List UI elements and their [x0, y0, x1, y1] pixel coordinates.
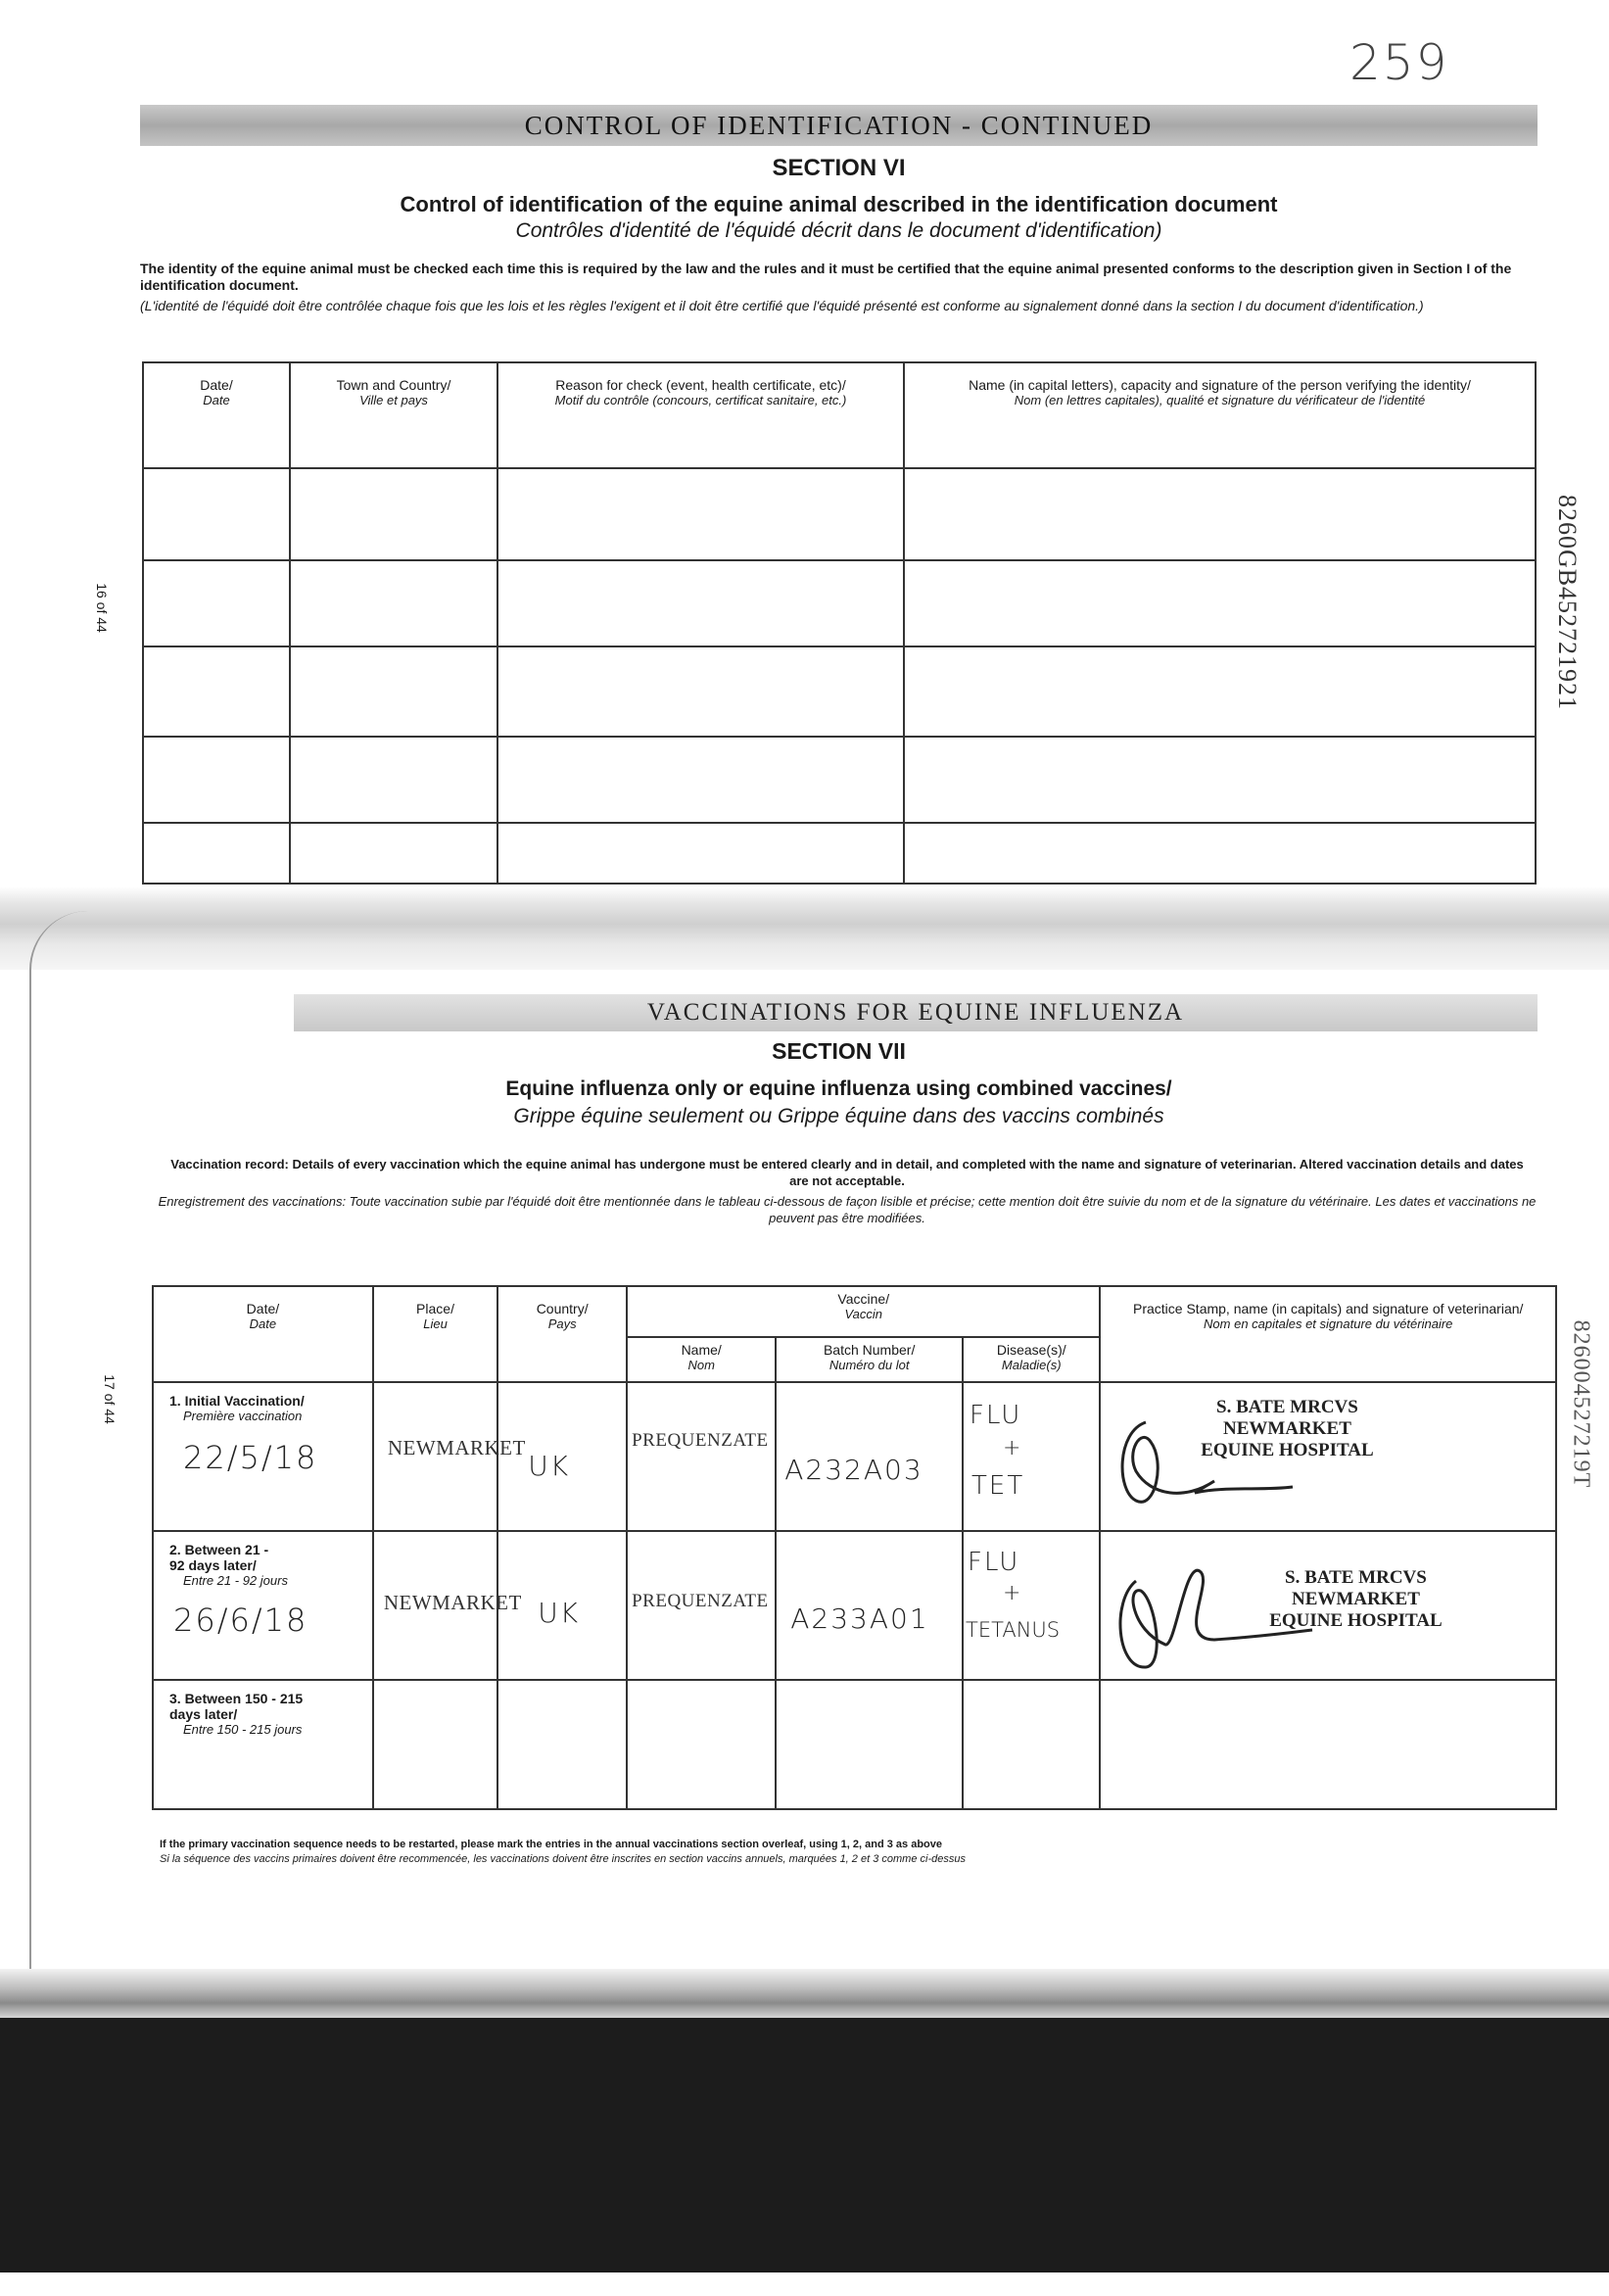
identity-row [143, 737, 1536, 823]
row1-disease-1: FLU [970, 1401, 1022, 1430]
col-town-header: Town and Country/ Ville et pays [290, 362, 497, 468]
vaccination-row-2 [153, 1531, 1556, 1680]
row2-place: NEWMARKET [383, 1591, 522, 1614]
vaccination-row-1 [153, 1382, 1556, 1531]
row3-date-cell: 3. Between 150 - 215 days later/ Entre 150 - 215 jours [153, 1680, 373, 1809]
row2-country-cell [497, 1531, 627, 1680]
identity-row [143, 468, 1536, 560]
row2-stamp: S. BATE MRCVS NEWMARKET EQUINE HOSPITAL [1269, 1567, 1443, 1631]
row1-stamp-cell [1100, 1382, 1556, 1531]
col-verifier-header: Name (in capital letters), capacity and signature of the person verifying the identity/ Nom (en lettres capitales), qualité et signature du vérificateur de l'identité [904, 362, 1536, 468]
row1-date: 22/5/18 [183, 1439, 318, 1476]
vaccination-table [152, 1285, 1557, 1810]
identity-check-table [142, 361, 1537, 885]
section7-note-fr: Enregistrement des vaccinations: Toute vaccination subie par l'équidé doit être mentionnée dans le tableau ci-dessous de façon lisible et précise; cette mention doit être suivie du nom et de la signature du vétérinaire. Les dates et vaccinations ne peuvent pas être modifiées. [158, 1194, 1537, 1225]
row1-disease-3: TET [971, 1471, 1025, 1501]
row1-batch-cell [776, 1382, 963, 1531]
row2-stamp-cell [1100, 1531, 1556, 1680]
row2-vaccine: PREQUENZATE [632, 1591, 769, 1611]
row1-country: UK [528, 1450, 571, 1482]
row2-country: UK [538, 1597, 581, 1629]
row2-vaccine-cell [627, 1531, 776, 1680]
row1-date-cell: 1. Initial Vaccination/ Première vaccination 22/5/18 [153, 1382, 373, 1531]
page-label-16: 16 of 44 [93, 583, 110, 633]
section7-title: SECTION VII [772, 1038, 906, 1064]
vacc-place-header: Place/ Lieu [373, 1286, 497, 1382]
row2-disease-cell [963, 1531, 1100, 1680]
page-curl-edge [29, 911, 149, 1979]
identity-row [143, 560, 1536, 646]
row1-disease-2: + [1003, 1436, 1023, 1460]
page-label-17: 17 of 44 [101, 1374, 118, 1424]
col-reason-header: Reason for check (event, health certificate, etc)/ Motif du contrôle (concours, certificat sanitaire, etc.) [497, 362, 904, 468]
row1-place-cell [373, 1382, 526, 1531]
identity-row [143, 823, 1536, 884]
vacc-country-header: Country/ Pays [497, 1286, 627, 1382]
bottom-binding-edge [0, 1969, 1609, 2018]
section6-note: The identity of the equine animal must be checked each time this is required by the law and the rules and it must be certified that the equine animal presented conforms to the description given in Section I of the identification document. [140, 261, 1512, 293]
row2-batch-cell [776, 1531, 963, 1680]
section6-subtitle: Control of identification of the equine animal described in the identification document [400, 192, 1278, 216]
col-date-header: Date/ Date [143, 362, 290, 468]
section6-title: SECTION VI [772, 155, 906, 181]
row2-date: 26/6/18 [173, 1602, 308, 1639]
identity-row [143, 646, 1536, 737]
vacc-vaccine-header: Vaccine/ Vaccin [627, 1286, 1100, 1337]
section6-note-fr: (L'identité de l'équidé doit être contrôlée chaque fois que les lois et les règles l'exigent et il doit être certifié que l'équidé présenté est conforme au signalement donné dans la section I du document d'identification.) [140, 298, 1424, 313]
section7-banner-text: VACCINATIONS FOR EQUINE INFLUENZA [646, 999, 1185, 1026]
row2-place-cell [373, 1531, 522, 1680]
vacc-name-header: Name/ Nom [627, 1337, 776, 1382]
vacc-date-header: Date/ Date [153, 1286, 373, 1382]
row1-country-cell [497, 1382, 627, 1531]
section7-subtitle: Equine influenza only or equine influenza using combined vaccines/ [505, 1077, 1172, 1100]
section7-subtitle-fr: Grippe équine seulement ou Grippe équine dans des vaccins combinés [513, 1105, 1164, 1127]
section7-banner [294, 994, 1538, 1031]
section6-banner-text: CONTROL OF IDENTIFICATION - CONTINUED [524, 110, 1154, 140]
page-fold-shadow [0, 886, 1609, 970]
section6-banner [140, 105, 1538, 146]
passport-id-side: 8260GB452721921 [1553, 494, 1583, 711]
handwritten-page-number: 259 [1349, 34, 1449, 91]
passport-id-side-2: 826004527219T [1568, 1319, 1594, 1489]
section7-footnote: If the primary vaccination sequence needs to be restarted, please mark the entries in the annual vaccinations section overleaf, using 1, 2, and 3 as above [160, 1839, 943, 1850]
section7-footnote-fr: Si la séquence des vaccins primaires doivent être recommencée, les vaccinations doivent être inscrites en section vaccins annuels, marquées 1, 2 et 3 comme ci-dessus [160, 1853, 966, 1865]
section7-note: Vaccination record: Details of every vaccination which the equine animal has undergone must be entered clearly and in detail, and completed with the name and signature of veterinarian. Altered vaccination details and dates are not acceptable. [170, 1157, 1524, 1188]
vaccination-row-3 [153, 1680, 1556, 1809]
row1-disease-cell [963, 1382, 1100, 1531]
row2-date-cell: 2. Between 21 - 92 days later/ Entre 21 - 92 jours 26/6/18 [153, 1531, 373, 1680]
vacc-disease-header: Disease(s)/ Maladie(s) [963, 1337, 1100, 1382]
row1-place: NEWMARKET [387, 1436, 526, 1459]
row1-stamp: S. BATE MRCVS NEWMARKET EQUINE HOSPITAL [1201, 1397, 1374, 1460]
scanner-background [0, 2018, 1609, 2272]
row2-disease-3: TETANUS [966, 1618, 1061, 1642]
row2-batch: A233A01 [790, 1602, 929, 1635]
row1-batch: A232A03 [784, 1454, 923, 1486]
row2-disease-1: FLU [968, 1548, 1020, 1577]
vacc-batch-header: Batch Number/ Numéro du lot [776, 1337, 963, 1382]
section6-subtitle-fr: Contrôles d'identité de l'équidé décrit dans le document d'identification) [515, 219, 1162, 242]
row2-disease-2: + [1003, 1581, 1023, 1605]
row1-vaccine-cell [627, 1382, 776, 1531]
row1-vaccine: PREQUENZATE [632, 1430, 769, 1451]
vacc-stamp-header: Practice Stamp, name (in capitals) and signature of veterinarian/ Nom en capitales et signature du vétérinaire [1100, 1286, 1556, 1382]
